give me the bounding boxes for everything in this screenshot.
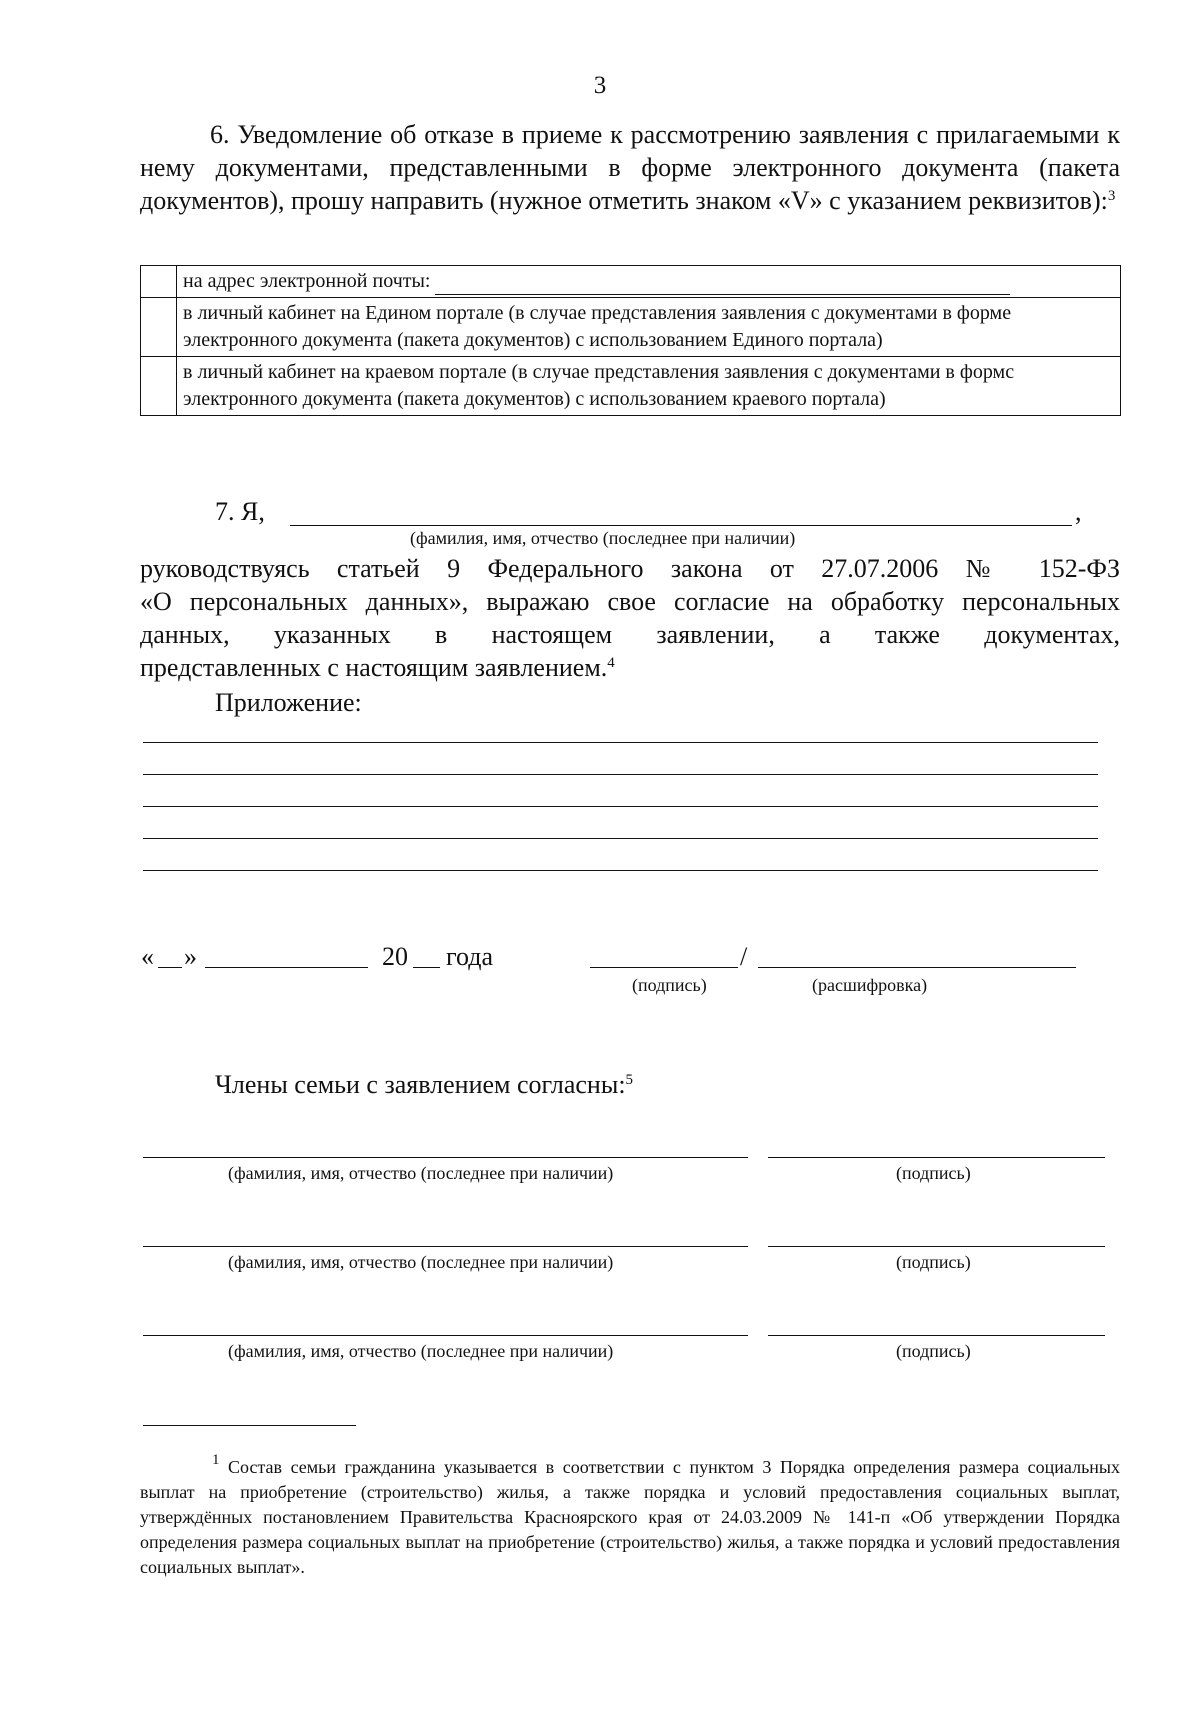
option-email-label: на адрес электронной почты:: [183, 270, 431, 292]
section-6-paragraph: [140, 118, 1120, 217]
option-unified-portal-label: в личный кабинет на Едином портале (в случае представления заявления с документами в форме электронного документа (пакета документов) с использованием Единого портала): [177, 298, 1121, 357]
attachment-line-5[interactable]: [143, 870, 1098, 871]
attachment-line-4[interactable]: [143, 838, 1098, 839]
footnote-ref-5: 5: [625, 1072, 634, 1088]
date-quote-open: «: [141, 942, 154, 971]
option-row-regional-portal: [141, 357, 1121, 416]
family-1-sign-field[interactable]: [768, 1157, 1105, 1158]
attachment-line-3[interactable]: [143, 806, 1098, 807]
full-name-caption: (фамилия, имя, отчество (последнее при наличии): [410, 528, 796, 548]
option-row-email: [141, 266, 1121, 298]
date-day-field[interactable]: [158, 967, 182, 968]
section-6-text: 6. Уведомление об отказе в приеме к рассмотрению заявления с прилагаемыми к нему документами, представленными в форме электронного документа (пакета документов), прошу направить (нужное отметить знаком «V» с указанием реквизитов):: [140, 120, 1120, 215]
family-1-name-caption: (фамилия, имя, отчество (последнее при наличии): [228, 1163, 614, 1183]
date-quote-close: »: [184, 942, 197, 971]
footnote-text: Состав семьи гражданина указывается в соответствии с пунктом 3 Порядка определения размера социальных выплат на приобретение (строительство) жилья, а также порядка и условий предоставления социальных выплат, утверждённых постановлением Правительства Красноярского края от 24.03.2009 № 141-п «Об утверждении Порядка определения размера социальных выплат на приобретение (строительство) жилья, а также порядка и условий предоставления социальных выплат».: [140, 1457, 1120, 1577]
family-2-sign-caption: (подпись): [896, 1252, 971, 1272]
family-3-name-caption: (фамилия, имя, отчество (последнее при наличии): [228, 1341, 614, 1361]
family-2-name-caption: (фамилия, имя, отчество (последнее при наличии): [228, 1252, 614, 1272]
date-month-field[interactable]: [205, 967, 368, 968]
date-year-prefix: 20: [382, 942, 408, 971]
footnote-ref-4: 4: [607, 655, 615, 671]
checkbox-unified-portal[interactable]: [141, 298, 177, 357]
delivery-options-table: [140, 265, 1121, 416]
attachment-line-1[interactable]: [143, 742, 1098, 743]
footnote-marker: 1: [212, 1452, 220, 1468]
section-7-line-4: представленных с настоящим заявлением.: [140, 653, 608, 682]
checkbox-email[interactable]: [141, 266, 177, 298]
date-year-suffix: года: [446, 942, 494, 971]
family-2-name-field[interactable]: [143, 1246, 748, 1247]
signature-field[interactable]: [590, 967, 738, 968]
signature-decoding-field[interactable]: [758, 967, 1076, 968]
footnote: [140, 1452, 1120, 1580]
section-7-line-3: данных, указанных в настоящем заявлении, а также документах,: [140, 620, 1120, 649]
family-1-name-field[interactable]: [143, 1157, 748, 1158]
family-3-sign-field[interactable]: [768, 1335, 1105, 1336]
attachment-line-2[interactable]: [143, 774, 1098, 775]
signature-slash: /: [740, 942, 748, 971]
attachments-label: Приложение:: [215, 688, 362, 717]
full-name-field[interactable]: [290, 525, 1072, 526]
section-7-line-1: руководствуясь статьей 9 Федерального закона от 27.07.2006 № 152-ФЗ: [140, 554, 1120, 583]
family-3-name-field[interactable]: [143, 1335, 748, 1336]
option-regional-portal-label: в личный кабинет на краевом портале (в случае представления заявления с документами в формс электронного документа (пакета документов) с использованием краевого портала): [177, 357, 1121, 416]
family-2-sign-field[interactable]: [768, 1246, 1105, 1247]
section-7-lead: 7. Я,: [215, 497, 265, 526]
page-number: 3: [593, 72, 607, 99]
footnote-ref-3: 3: [1107, 188, 1116, 204]
family-heading-wrap: [215, 1068, 633, 1101]
section-7-line-4-wrap: [140, 651, 615, 684]
section-7-comma: ,: [1075, 497, 1082, 526]
email-field[interactable]: [435, 274, 1010, 295]
option-email-cell: [177, 266, 1121, 298]
option-row-unified-portal: [141, 298, 1121, 357]
family-heading: Члены семьи с заявлением согласны:: [215, 1070, 626, 1099]
section-7-line-2: «О персональных данных», выражаю свое согласие на обработку персональных: [140, 587, 1120, 616]
decoding-caption: (расшифровка): [812, 975, 928, 995]
signature-caption: (подпись): [632, 975, 707, 995]
footnote-separator: [143, 1425, 356, 1426]
family-3-sign-caption: (подпись): [896, 1341, 971, 1361]
date-year-field[interactable]: [413, 967, 440, 968]
checkbox-regional-portal[interactable]: [141, 357, 177, 416]
family-1-sign-caption: (подпись): [896, 1163, 971, 1183]
